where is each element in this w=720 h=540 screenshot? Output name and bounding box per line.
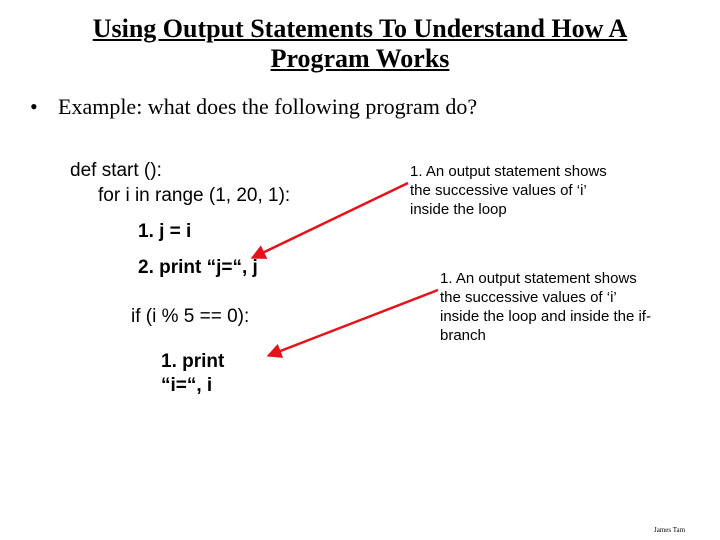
note-1-line-1: 1. An output statement shows — [410, 163, 607, 180]
code-line-def: def start (): — [70, 160, 162, 181]
bullet-text: Example: what does the following program do? — [58, 94, 478, 119]
code-line-if: if (i % 5 == 0): — [131, 306, 250, 327]
code-line-assign-j: 1. j = i — [138, 221, 192, 242]
note-2-line-4: branch — [440, 327, 486, 344]
bullet-marker: • — [30, 94, 38, 119]
code-line-for: for i in range (1, 20, 1): — [98, 185, 291, 206]
title-line-2: Program Works — [270, 44, 450, 73]
note-1-line-3: inside the loop — [410, 201, 507, 218]
arrow-to-print-i — [270, 290, 438, 355]
note-1-line-2: the successive values of ‘i’ — [410, 182, 587, 199]
note-2-line-2: the successive values of ‘i’ — [440, 289, 617, 306]
note-2-line-3: inside the loop and inside the if- — [440, 308, 651, 325]
footer-author: James Tam — [654, 526, 686, 534]
note-2-line-1: 1. An output statement shows — [440, 270, 637, 287]
code-line-print-i-1: 1. print — [161, 351, 225, 372]
title-line-1: Using Output Statements To Understand How A — [92, 14, 628, 43]
arrow-to-print-j — [254, 183, 408, 257]
code-line-print-i-2: “i=“, i — [161, 375, 213, 396]
code-line-print-j: 2. print “j=“, j — [138, 257, 258, 278]
